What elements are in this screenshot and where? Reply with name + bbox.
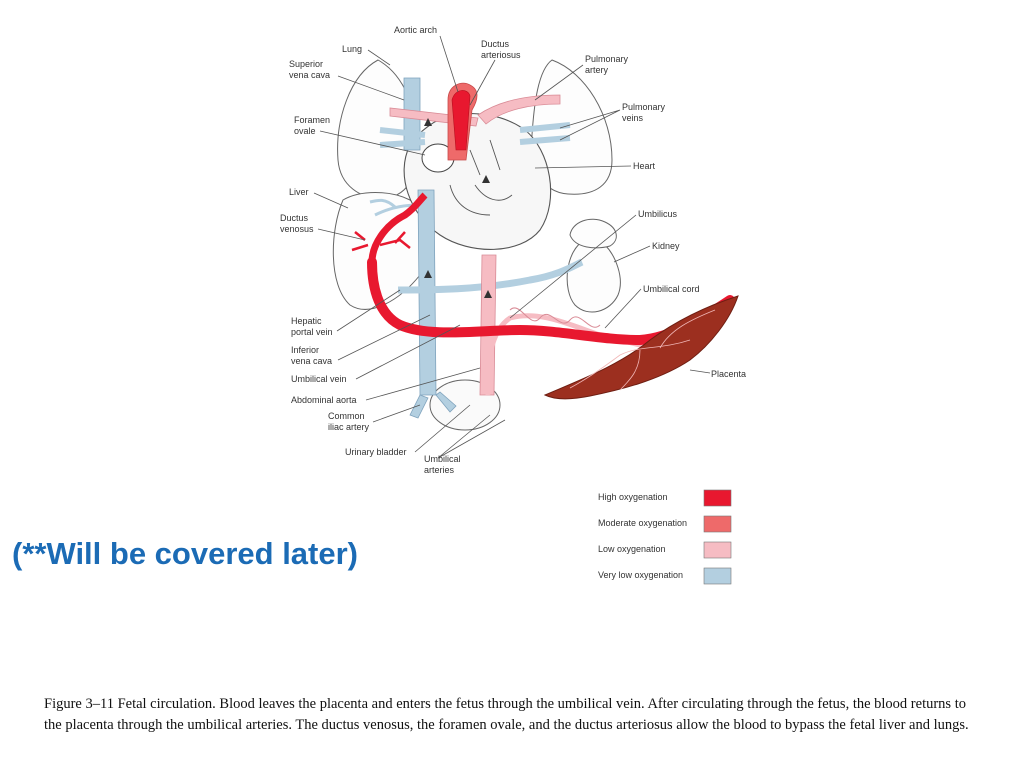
figure-caption: Figure 3–11 Fetal circulation. Blood leaves the placenta and enters the fetus through the umbilical vein. After circulating through the fetus, the blood returns to the placenta through the umbilical arteries. The ductus venosus, the foramen ovale, and the ductus arteriosus allow the blood to bypass the fetal liver and lungs. [44, 696, 969, 733]
label-foramen-ovale-1: Foramen [294, 115, 331, 125]
label-pulmonary-veins-1: Pulmonary [622, 102, 666, 112]
covered-later-note: (**Will be covered later) [12, 536, 358, 571]
legend-swatch-high [704, 490, 731, 506]
label-umbilical-arteries-2: arteries [424, 465, 455, 475]
label-aortic-arch: Aortic arch [394, 25, 438, 35]
label-umbilical-arteries-1: Umbilical [424, 454, 461, 464]
legend-label-low: Low oxygenation [598, 544, 666, 554]
legend-swatch-moderate [704, 516, 731, 532]
label-heart: Heart [633, 161, 656, 171]
legend-swatch-low [704, 542, 731, 558]
label-common-iliac-artery-1: Common [328, 411, 365, 421]
label-ductus-venosus-2: venosus [280, 224, 314, 234]
label-umbilicus: Umbilicus [638, 209, 678, 219]
label-inferior-vena-cava-2: vena cava [291, 356, 333, 366]
label-lung: Lung [342, 44, 363, 54]
label-common-iliac-artery-2: iliac artery [328, 422, 370, 432]
label-superior-vena-cava-2: vena cava [289, 70, 331, 80]
label-pulmonary-artery-1: Pulmonary [585, 54, 629, 64]
label-liver: Liver [289, 187, 309, 197]
placenta [545, 296, 738, 399]
label-urinary-bladder: Urinary bladder [345, 447, 407, 457]
label-ductus-arteriosus-1: Ductus [481, 39, 510, 49]
label-kidney: Kidney [652, 241, 680, 251]
legend-swatch-very-low [704, 568, 731, 584]
label-hepatic-portal-vein-1: Hepatic [291, 316, 322, 326]
label-umbilical-cord: Umbilical cord [643, 284, 700, 294]
label-foramen-ovale-2: ovale [294, 126, 316, 136]
legend-label-very-low: Very low oxygenation [598, 570, 684, 580]
adrenal-gland [570, 219, 616, 248]
label-placenta: Placenta [711, 369, 747, 379]
label-umbilical-vein: Umbilical vein [291, 374, 347, 384]
label-hepatic-portal-vein-2: portal vein [291, 327, 333, 337]
label-ductus-arteriosus-2: arteriosus [481, 50, 521, 60]
legend-label-high: High oxygenation [598, 492, 668, 502]
label-ductus-venosus-1: Ductus [280, 213, 309, 223]
oxygenation-legend [598, 490, 731, 584]
label-pulmonary-veins-2: veins [622, 113, 644, 123]
label-abdominal-aorta: Abdominal aorta [291, 395, 357, 405]
label-pulmonary-artery-2: artery [585, 65, 609, 75]
label-inferior-vena-cava-1: Inferior [291, 345, 320, 355]
label-superior-vena-cava-1: Superior [289, 59, 324, 69]
legend-label-moderate: Moderate oxygenation [598, 518, 688, 528]
